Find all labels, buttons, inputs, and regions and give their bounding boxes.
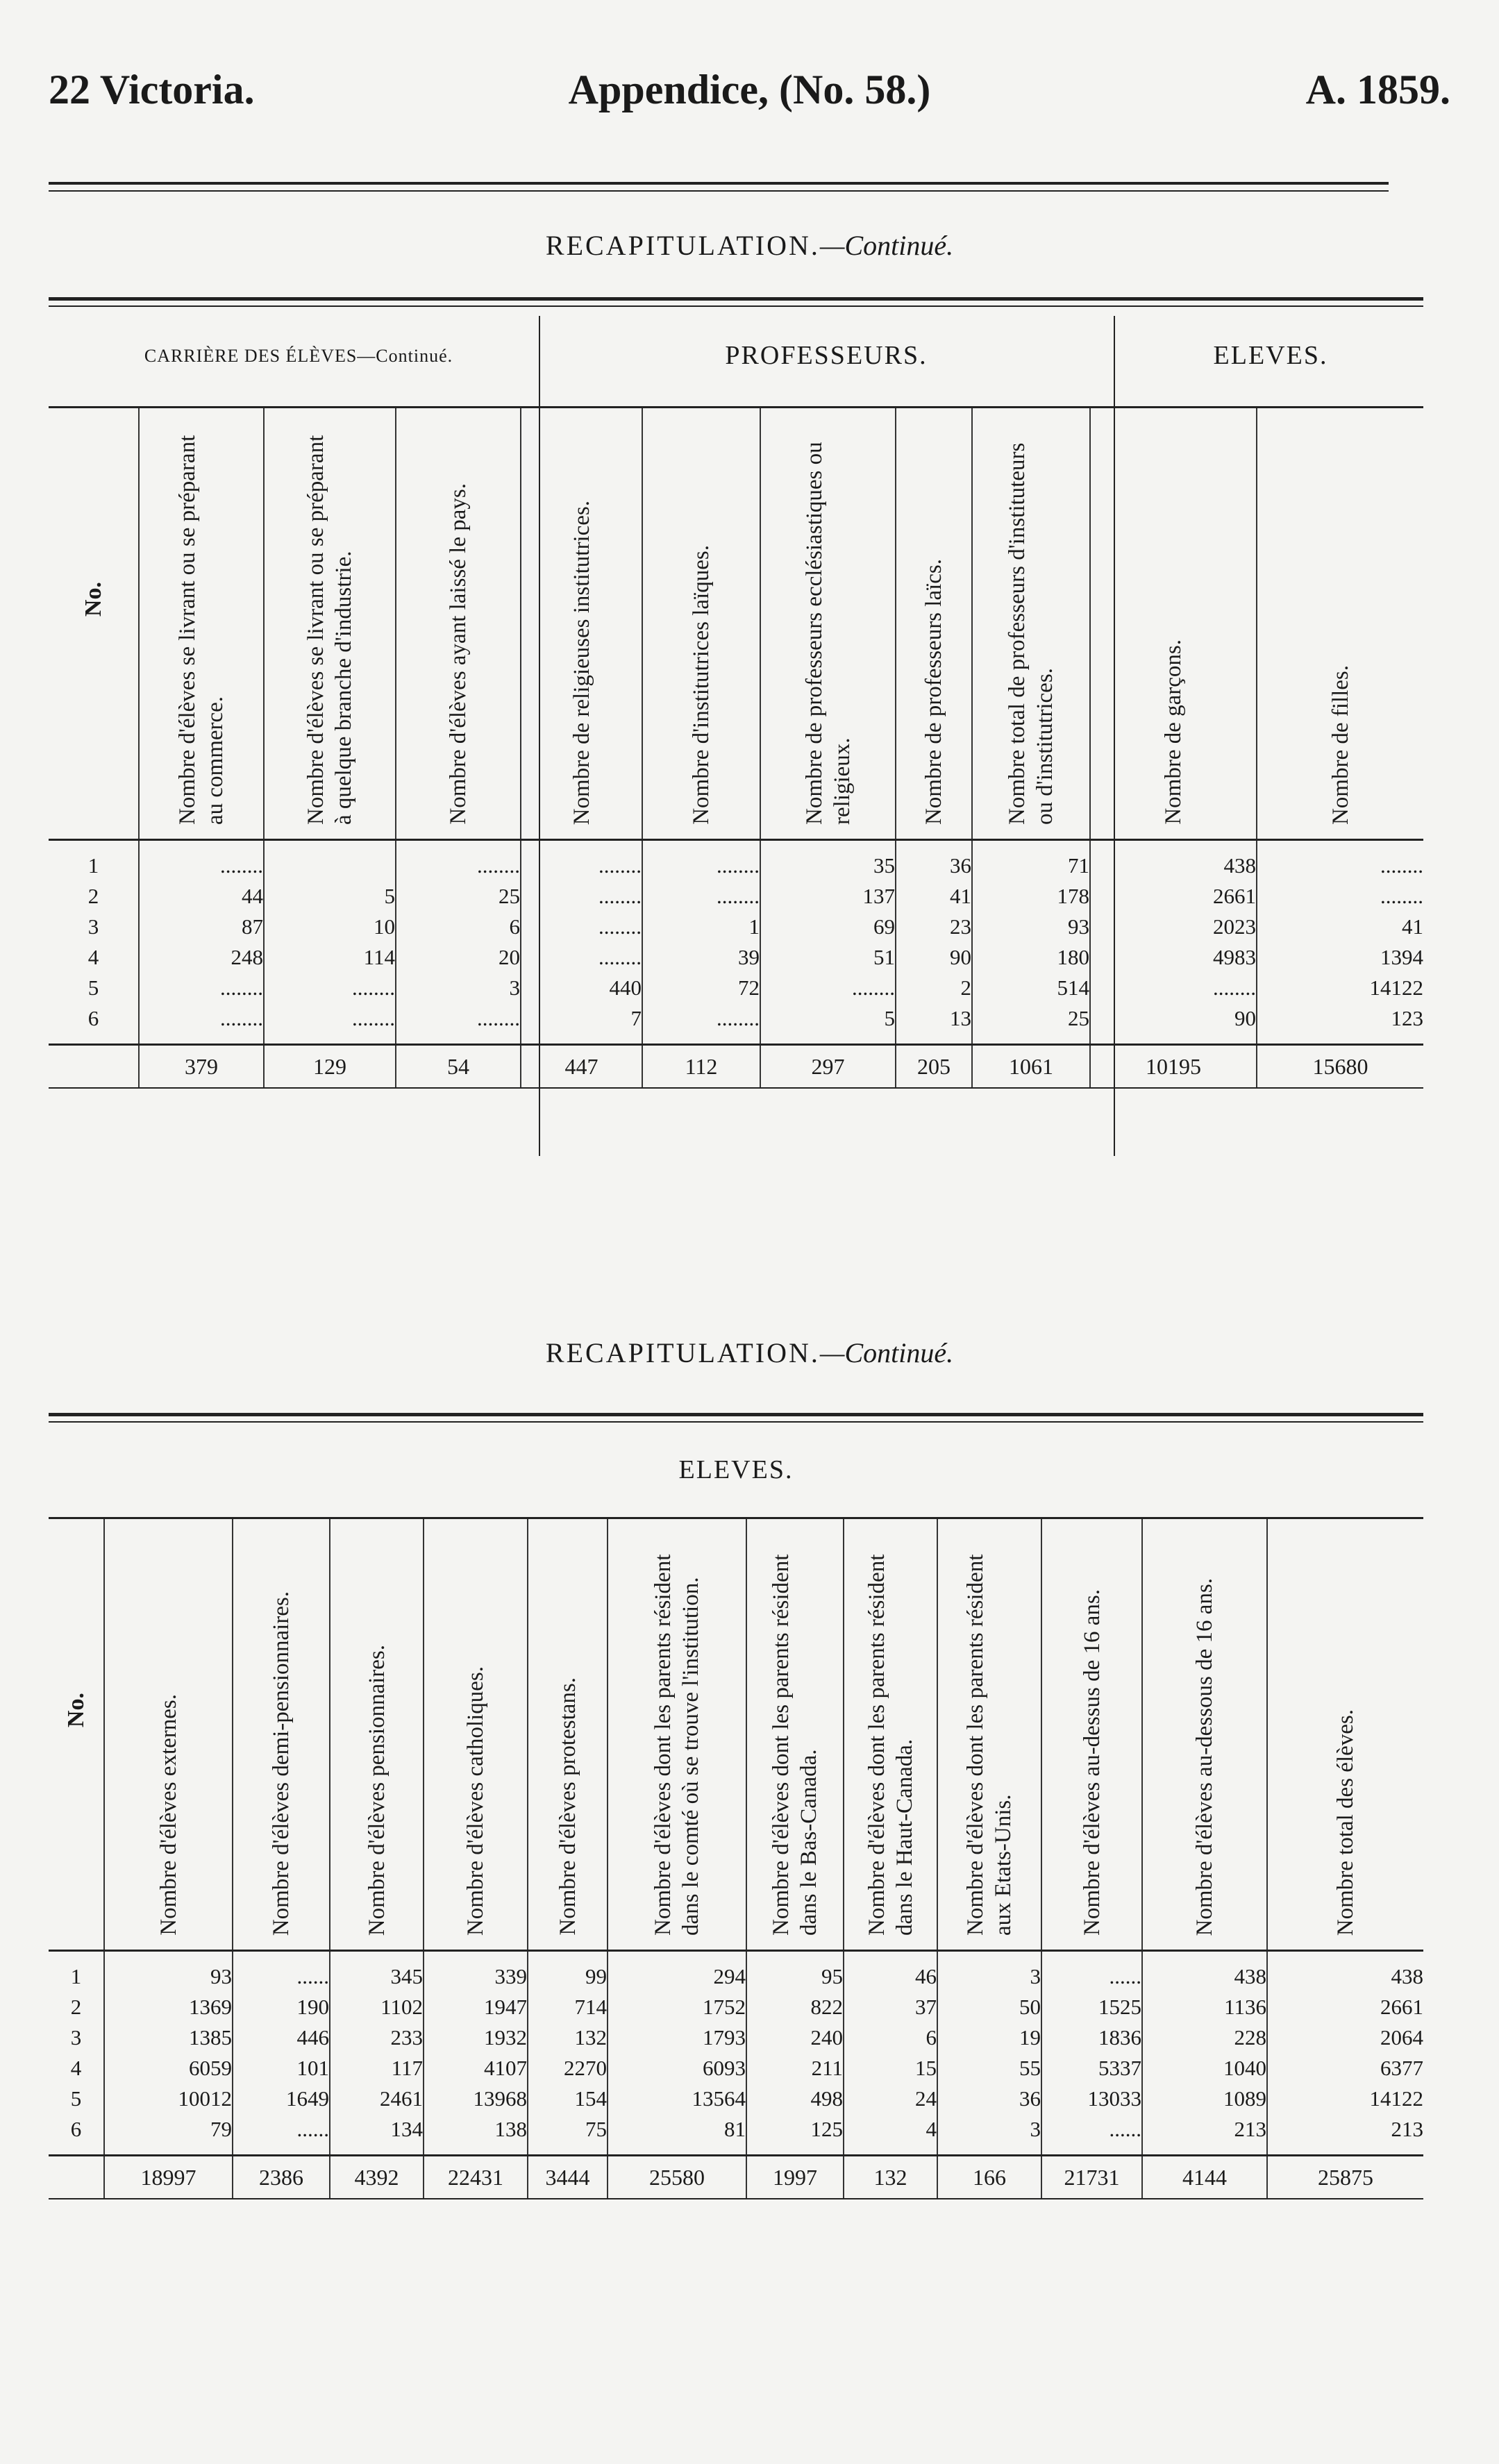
table-cell: 101 bbox=[296, 2056, 329, 2080]
table-cell: 13564 bbox=[692, 2086, 746, 2111]
totals-label bbox=[49, 2156, 104, 2199]
table-cell: ........ bbox=[598, 945, 642, 969]
table2-top-rule bbox=[49, 1413, 1423, 1416]
table-cell: 25 bbox=[499, 884, 520, 908]
table-cell: 440 bbox=[609, 975, 642, 1000]
col-header-au-dessus-16: Nombre d'élèves au-dessus de 16 ans. bbox=[1041, 1519, 1142, 1951]
header-left: 22 Victoria. bbox=[49, 67, 255, 112]
row-number: 5 bbox=[87, 975, 99, 1000]
table-cell: 13968 bbox=[473, 2086, 527, 2111]
col-header-etats-unis: Nombre d'élèves dont les parents résident aux Etats-Unis. bbox=[937, 1519, 1041, 1951]
total-cell: 166 bbox=[937, 2156, 1041, 2199]
col-header-no: No. bbox=[49, 1519, 104, 1951]
table-cell: 1932 bbox=[484, 2025, 527, 2050]
table-cell: 79 bbox=[210, 2117, 232, 2141]
col-header-commerce: Nombre d'élèves se livrant ou se préparant au commerce. bbox=[139, 408, 264, 840]
row-number: 2 bbox=[70, 1995, 82, 2019]
table-cell: 1836 bbox=[1098, 2025, 1141, 2050]
table-cell: 55 bbox=[1019, 2056, 1041, 2080]
col-header-haut-canada: Nombre d'élèves dont les parents résident dans le Haut-Canada. bbox=[844, 1519, 937, 1951]
table2-col-0-values bbox=[49, 1951, 104, 2156]
table-cell: 190 bbox=[296, 1995, 329, 2019]
table-cell: ........ bbox=[598, 853, 642, 878]
table-cell: 446 bbox=[296, 2025, 329, 2050]
table-cell: 72 bbox=[738, 975, 760, 1000]
table-cell: 213 bbox=[1234, 2117, 1266, 2141]
table-cell: 345 bbox=[390, 1964, 423, 1988]
total-cell: 25875 bbox=[1267, 2156, 1423, 2199]
table1-col-4-values bbox=[521, 840, 642, 1045]
table-cell: 1394 bbox=[1380, 945, 1423, 969]
total-cell: 21731 bbox=[1041, 2156, 1142, 2199]
total-cell: 297 bbox=[760, 1045, 896, 1089]
table-cell: 6 bbox=[509, 914, 520, 939]
table-cell: ...... bbox=[296, 1964, 329, 1988]
table-cell: ........ bbox=[352, 1006, 395, 1030]
table2-data-row bbox=[49, 1951, 1423, 2156]
table-cell: 15 bbox=[915, 2056, 937, 2080]
table-cell: 132 bbox=[574, 2025, 607, 2050]
table2-col-7-values bbox=[746, 1951, 844, 2156]
table-cell: 4107 bbox=[484, 2056, 527, 2080]
table-cell: 822 bbox=[810, 1995, 843, 2019]
table1-col-9-values bbox=[1090, 840, 1257, 1045]
table-cell: 240 bbox=[810, 2025, 843, 2050]
table-cell: 154 bbox=[574, 2086, 607, 2111]
group-professeurs: PROFESSEURS. bbox=[725, 341, 928, 370]
group-carriere: CARRIÈRE DES ÉLÈVES—Continué. bbox=[144, 346, 453, 366]
table-cell: ........ bbox=[477, 853, 520, 878]
table-cell: 248 bbox=[231, 945, 263, 969]
table-cell: 117 bbox=[391, 2056, 423, 2080]
table-cell: 514 bbox=[1057, 975, 1089, 1000]
total-cell: 4392 bbox=[330, 2156, 424, 2199]
total-cell: 112 bbox=[642, 1045, 760, 1089]
table-cell: ...... bbox=[1109, 2117, 1141, 2141]
row-number: 4 bbox=[87, 945, 99, 969]
table2-col-1-values bbox=[104, 1951, 233, 2156]
total-cell: 22431 bbox=[424, 2156, 528, 2199]
table-cell: 10012 bbox=[178, 2086, 232, 2111]
table-cell: 213 bbox=[1391, 2117, 1423, 2141]
table-cell: 6093 bbox=[703, 2056, 746, 2080]
table-cell: ........ bbox=[852, 975, 895, 1000]
table-cell: 125 bbox=[810, 2117, 843, 2141]
table-cell: 2270 bbox=[564, 2056, 607, 2080]
table-cell: 5 bbox=[884, 1006, 895, 1030]
table-cell: 93 bbox=[1068, 914, 1089, 939]
table-cell: 114 bbox=[363, 945, 395, 969]
table-cell: 37 bbox=[915, 1995, 937, 2019]
table-cell: 10 bbox=[374, 914, 395, 939]
table-cell: 233 bbox=[390, 2025, 423, 2050]
header-rule-thin bbox=[49, 190, 1389, 192]
table-cell: 19 bbox=[1019, 2025, 1041, 2050]
table-cell: 498 bbox=[810, 2086, 843, 2111]
table-cell: 180 bbox=[1057, 945, 1089, 969]
table-cell: 5337 bbox=[1098, 2056, 1141, 2080]
row-number: 6 bbox=[70, 2117, 82, 2141]
row-number: 1 bbox=[70, 1964, 82, 1988]
table-cell: 41 bbox=[950, 884, 971, 908]
col-header-total-eleves: Nombre total des élèves. bbox=[1267, 1519, 1423, 1951]
table-cell: 2661 bbox=[1213, 884, 1256, 908]
table1-col-0-values bbox=[49, 840, 139, 1045]
table-cell: 438 bbox=[1234, 1964, 1266, 1988]
table1-col-6-values bbox=[760, 840, 896, 1045]
total-cell: 1061 bbox=[972, 1045, 1090, 1089]
total-cell: 132 bbox=[844, 2156, 937, 2199]
table-cell: 1793 bbox=[703, 2025, 746, 2050]
table-cell: 24 bbox=[915, 2086, 937, 2111]
table-cell: 50 bbox=[1019, 1995, 1041, 2019]
table-cell: 2661 bbox=[1380, 1995, 1423, 2019]
table-cell: 2 bbox=[960, 975, 971, 1000]
table-cell: 36 bbox=[950, 853, 971, 878]
table1-col-2-values bbox=[264, 840, 396, 1045]
table1-totals-row bbox=[49, 1045, 1423, 1089]
table-cell: 95 bbox=[821, 1964, 843, 1988]
table-cell: 1525 bbox=[1098, 1995, 1141, 2019]
table-cell: 36 bbox=[1019, 2086, 1041, 2111]
table-cell: 228 bbox=[1234, 2025, 1266, 2050]
table-cell: 294 bbox=[713, 1964, 746, 1988]
table-cell: 44 bbox=[242, 884, 263, 908]
total-cell: 379 bbox=[139, 1045, 264, 1089]
total-cell: 10195 bbox=[1090, 1045, 1257, 1089]
table-cell: 4 bbox=[926, 2117, 937, 2141]
table-cell: 14122 bbox=[1369, 2086, 1423, 2111]
table-cell: 1 bbox=[748, 914, 760, 939]
table-cell: 1752 bbox=[703, 1995, 746, 2019]
total-cell: 447 bbox=[521, 1045, 642, 1089]
table-cell: 2461 bbox=[380, 2086, 423, 2111]
table-cell: 339 bbox=[494, 1964, 527, 1988]
table-cell: 7 bbox=[630, 1006, 642, 1030]
col-header-total-prof: Nombre total de professeurs d'instituteurs ou d'institutrices. bbox=[972, 408, 1090, 840]
table2-group-eleves: ELEVES. bbox=[678, 1455, 794, 1484]
table2-title: RECAPITULATION.—Continué. bbox=[545, 1337, 954, 1368]
total-cell: 54 bbox=[396, 1045, 521, 1089]
table-cell: 123 bbox=[1391, 1006, 1423, 1030]
table-cell: 438 bbox=[1223, 853, 1256, 878]
total-cell: 205 bbox=[896, 1045, 972, 1089]
table1-header-row bbox=[49, 408, 1423, 840]
table-cell: 211 bbox=[811, 2056, 843, 2080]
table2-col-2-values bbox=[233, 1951, 330, 2156]
total-cell: 2386 bbox=[233, 2156, 330, 2199]
row-number: 3 bbox=[87, 914, 99, 939]
table1-top-rule bbox=[49, 297, 1423, 301]
table-cell: 35 bbox=[873, 853, 895, 878]
table2-col-4-values bbox=[424, 1951, 528, 2156]
table2-top-rule-2 bbox=[49, 1421, 1423, 1423]
table2-col-5-values bbox=[528, 1951, 608, 2156]
table1-col-10-values bbox=[1257, 840, 1423, 1045]
col-header-prof-laics: Nombre de professeurs laïcs. bbox=[896, 408, 972, 840]
table2-col-8-values bbox=[844, 1951, 937, 2156]
table-cell: ........ bbox=[1380, 884, 1423, 908]
table-cell: 51 bbox=[873, 945, 895, 969]
table-cell: 2023 bbox=[1213, 914, 1256, 939]
table-cell: 93 bbox=[210, 1964, 232, 1988]
table-cell: 1649 bbox=[286, 2086, 329, 2111]
row-number: 4 bbox=[70, 2056, 82, 2080]
table-cell: 14122 bbox=[1369, 975, 1423, 1000]
table-cell: 41 bbox=[1402, 914, 1423, 939]
col-header-catholiques: Nombre d'élèves catholiques. bbox=[424, 1519, 528, 1951]
col-header-institutrices-laiques: Nombre d'institutrices laïques. bbox=[642, 408, 760, 840]
table1-col-7-values bbox=[896, 840, 972, 1045]
table-cell: 5 bbox=[384, 884, 395, 908]
row-number: 5 bbox=[70, 2086, 82, 2111]
table2-header-row bbox=[49, 1519, 1423, 1951]
table-cell: 13 bbox=[950, 1006, 971, 1030]
table-cell: 3 bbox=[1030, 2117, 1041, 2141]
table1 bbox=[49, 408, 1423, 1089]
table-cell: ........ bbox=[220, 853, 263, 878]
table-cell: ........ bbox=[220, 1006, 263, 1030]
total-cell: 25580 bbox=[608, 2156, 746, 2199]
row-number: 6 bbox=[87, 1006, 99, 1030]
table-cell: 13033 bbox=[1087, 2086, 1141, 2111]
col-header-industrie: Nombre d'élèves se livrant ou se préparant à quelque branche d'industrie. bbox=[264, 408, 396, 840]
totals-label bbox=[49, 1045, 139, 1089]
table-cell: ........ bbox=[477, 1006, 520, 1030]
header-center: Appendice, (No. 58.) bbox=[568, 67, 931, 112]
table2-col-11-values bbox=[1142, 1951, 1267, 2156]
total-cell: 1997 bbox=[746, 2156, 844, 2199]
table-cell: 1102 bbox=[380, 1995, 423, 2019]
table-cell: 138 bbox=[494, 2117, 527, 2141]
header-right: A. 1859. bbox=[1305, 67, 1450, 112]
table-cell: 90 bbox=[1234, 1006, 1256, 1030]
table-cell: ........ bbox=[220, 975, 263, 1000]
row-number: 1 bbox=[87, 853, 99, 878]
header-rule-thick bbox=[49, 182, 1389, 185]
table-cell: 39 bbox=[738, 945, 760, 969]
table2-totals-row bbox=[49, 2156, 1423, 2199]
col-header-demi-pensionnaires: Nombre d'élèves demi-pensionnaires. bbox=[233, 1519, 330, 1951]
table-cell: ........ bbox=[1380, 853, 1423, 878]
table1-col-5-values bbox=[642, 840, 760, 1045]
row-number: 3 bbox=[70, 2025, 82, 2050]
table-cell: ........ bbox=[717, 1006, 760, 1030]
table-cell: 3 bbox=[1030, 1964, 1041, 1988]
table2-col-6-values bbox=[608, 1951, 746, 2156]
table1-top-rule-2 bbox=[49, 305, 1423, 307]
total-cell: 3444 bbox=[528, 2156, 608, 2199]
table-cell: 714 bbox=[574, 1995, 607, 2019]
table-cell: 1385 bbox=[189, 2025, 232, 2050]
table-cell: ...... bbox=[296, 2117, 329, 2141]
table-cell: 1040 bbox=[1223, 2056, 1266, 2080]
table-cell: 87 bbox=[242, 914, 263, 939]
table1-col-1-values bbox=[139, 840, 264, 1045]
table-cell: ........ bbox=[717, 853, 760, 878]
table-cell bbox=[265, 850, 395, 881]
running-head bbox=[49, 66, 1450, 128]
table2-col-12-values bbox=[1267, 1951, 1423, 2156]
table-cell: ........ bbox=[1213, 975, 1256, 1000]
total-cell: 129 bbox=[264, 1045, 396, 1089]
table-cell: 20 bbox=[499, 945, 520, 969]
table-cell: 71 bbox=[1068, 853, 1089, 878]
table2 bbox=[49, 1519, 1423, 2199]
table-cell: 134 bbox=[390, 2117, 423, 2141]
table-cell: 1947 bbox=[484, 1995, 527, 2019]
table-cell: 6377 bbox=[1380, 2056, 1423, 2080]
col-header-au-dessous-16: Nombre d'élèves au-dessous de 16 ans. bbox=[1142, 1519, 1267, 1951]
total-cell: 15680 bbox=[1257, 1045, 1423, 1089]
table-cell: 137 bbox=[862, 884, 895, 908]
table-cell: ........ bbox=[352, 975, 395, 1000]
table-cell: 2064 bbox=[1380, 2025, 1423, 2050]
col-header-bas-canada: Nombre d'élèves dont les parents résident dans le Bas-Canada. bbox=[746, 1519, 844, 1951]
table-cell: 25 bbox=[1068, 1006, 1089, 1030]
table1-col-3-values bbox=[396, 840, 521, 1045]
col-header-no: No. bbox=[49, 408, 139, 840]
table1-col-8-values bbox=[972, 840, 1090, 1045]
table1-title: RECAPITULATION.—Continué. bbox=[545, 230, 954, 261]
group-eleves: ELEVES. bbox=[1213, 341, 1328, 370]
col-header-garcons: Nombre de garçons. bbox=[1090, 408, 1257, 840]
table-cell: 6 bbox=[926, 2025, 937, 2050]
table1-data-row bbox=[49, 840, 1423, 1045]
col-header-prof-ecclesiastiques: Nombre de professeurs ecclésiastiques ou religieux. bbox=[760, 408, 896, 840]
col-header-pensionnaires: Nombre d'élèves pensionnaires. bbox=[330, 1519, 424, 1951]
total-cell: 4144 bbox=[1142, 2156, 1267, 2199]
table-cell: 3 bbox=[509, 975, 520, 1000]
table-cell: 69 bbox=[873, 914, 895, 939]
col-header-religieuses: Nombre de religieuses institutrices. bbox=[521, 408, 642, 840]
table-cell: 46 bbox=[915, 1964, 937, 1988]
table-cell: 99 bbox=[585, 1964, 607, 1988]
col-header-filles: Nombre de filles. bbox=[1257, 408, 1423, 840]
col-header-externes: Nombre d'élèves externes. bbox=[104, 1519, 233, 1951]
table-cell: ........ bbox=[717, 884, 760, 908]
total-cell: 18997 bbox=[104, 2156, 233, 2199]
table-cell: 81 bbox=[724, 2117, 746, 2141]
col-header-laisse-pays: Nombre d'élèves ayant laissé le pays. bbox=[396, 408, 521, 840]
table2-col-9-values bbox=[937, 1951, 1041, 2156]
table-cell: ........ bbox=[598, 914, 642, 939]
table2-col-3-values bbox=[330, 1951, 424, 2156]
table-cell: 90 bbox=[950, 945, 971, 969]
table-cell: 6059 bbox=[189, 2056, 232, 2080]
table-cell: 4983 bbox=[1213, 945, 1256, 969]
table2-col-10-values bbox=[1041, 1951, 1142, 2156]
table-cell: ........ bbox=[598, 884, 642, 908]
col-header-comte: Nombre d'élèves dont les parents résident dans le comté où se trouve l'institution. bbox=[608, 1519, 746, 1951]
table-cell: 438 bbox=[1391, 1964, 1423, 1988]
table-cell: 1089 bbox=[1223, 2086, 1266, 2111]
table-cell: ...... bbox=[1109, 1964, 1141, 1988]
col-header-protestans: Nombre d'élèves protestans. bbox=[528, 1519, 608, 1951]
row-number: 2 bbox=[87, 884, 99, 908]
table-cell: 23 bbox=[950, 914, 971, 939]
table-cell: 1369 bbox=[189, 1995, 232, 2019]
table-cell: 75 bbox=[585, 2117, 607, 2141]
table-cell: 178 bbox=[1057, 884, 1089, 908]
table-cell: 1136 bbox=[1224, 1995, 1266, 2019]
